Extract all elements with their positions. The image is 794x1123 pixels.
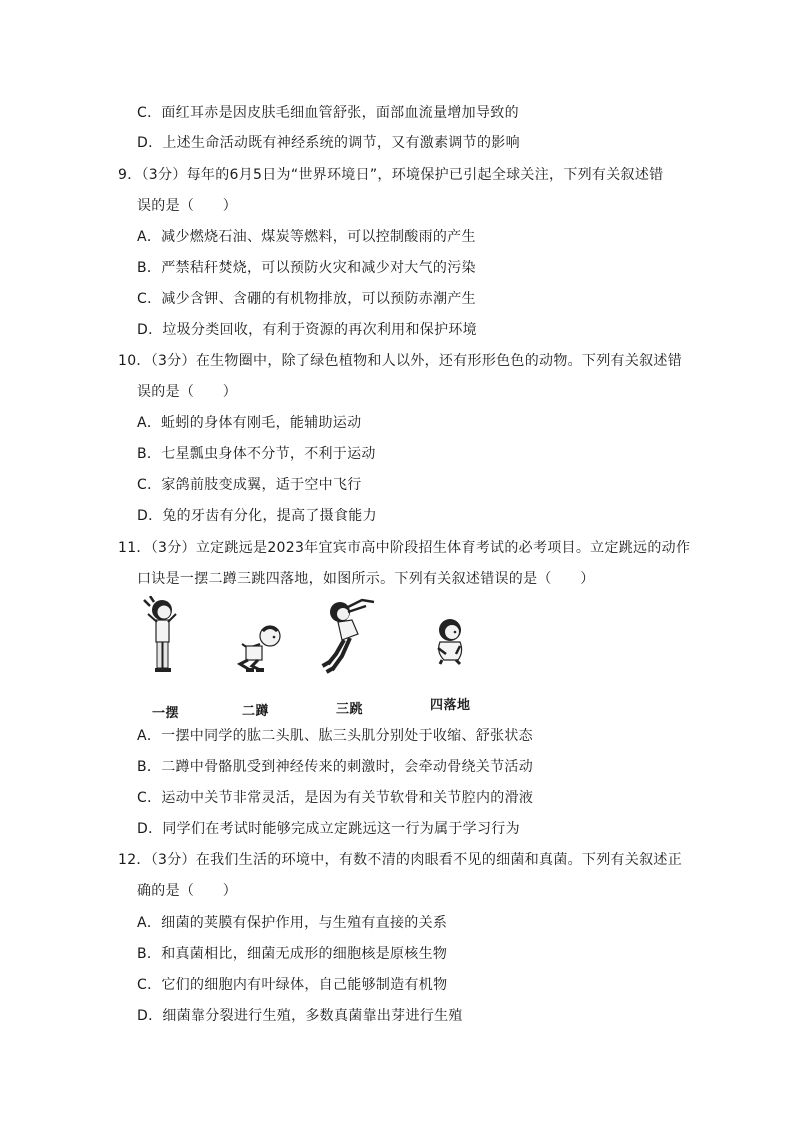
q10-option-a: A．蚯蚓的身体有刚毛，能辅助运动 [137,415,362,431]
figure-landing [426,616,476,666]
q11-stem-line1: 11．（3分）立定跳远是2023年宜宾市高中阶段招生体育考试的必考项目。立定跳远的动作 [118,540,691,556]
figure-swing [140,596,190,676]
q11-stem-line2: 口诀是一摆二蹲三跳四落地，如图所示。下列有关叙述错误的是（ ） [137,571,595,587]
q8-option-d: D．上述生命活动既有神经系统的调节，又有激素调节的影响 [137,135,520,151]
q10-option-b: B．七星瓢虫身体不分节，不利于运动 [137,446,376,462]
long-jump-figure [140,596,520,720]
q12-option-a: A．细菌的荚膜有保护作用，与生殖有直接的关系 [137,915,448,931]
q10-option-d: D．兔的牙齿有分化，提高了摄食能力 [137,508,377,524]
q10-stem-line1: 10．（3分）在生物圈中，除了绿色植物和人以外，还有形形色色的动物。下列有关叙述错 [118,353,683,369]
caption-swing: 一摆 [152,706,180,721]
q12-stem-line2: 确的是（ ） [137,883,238,899]
q9-stem-line2: 误的是（ ） [137,198,238,214]
q11-option-b: B．二蹲中骨骼肌受到神经传来的刺激时，会牵动骨绕关节活动 [137,759,534,775]
caption-squat: 二蹲 [242,704,270,719]
q9-option-a: A．减少燃烧石油、煤炭等燃料，可以控制酸雨的产生 [137,229,476,245]
q9-option-c: C．减少含钾、含硼的有机物排放，可以预防赤潮产生 [137,291,476,307]
caption-jump: 三跳 [336,702,364,717]
q12-stem-line1: 12．（3分）在我们生活的环境中，有数不清的肉眼看不见的细菌和真菌。下列有关叙述正 [118,852,683,868]
q8-option-c: C．面红耳赤是因皮肤毛细血管舒张，面部血流量增加导致的 [137,105,519,121]
q12-option-c: C．它们的细胞内有叶绿体，自己能够制造有机物 [137,977,448,993]
figure-squat [230,622,286,674]
q11-option-c: C．运动中关节非常灵活，是因为有关节软骨和关节腔内的滑液 [137,790,534,806]
q9-option-b: B．严禁秸秆焚烧，可以预防火灾和减少对大气的污染 [137,260,476,276]
q11-option-d: D．同学们在考试时能够完成立定跳远这一行为属于学习行为 [137,821,520,837]
q12-option-d: D．细菌靠分裂进行生殖，多数真菌靠出芽进行生殖 [137,1008,463,1024]
caption-landing: 四落地 [430,698,471,713]
q9-option-d: D．垃圾分类回收，有利于资源的再次利用和保护环境 [137,322,477,338]
q12-option-b: B．和真菌相比，细菌无成形的细胞核是原核生物 [137,946,448,962]
q9-stem-line1: 9．（3分）每年的6月5日为“世界环境日”，环境保护已引起全球关注，下列有关叙述错 [118,167,664,183]
q11-option-a: A．一摆中同学的肱二头肌、肱三头肌分别处于收缩、舒张状态 [137,728,533,744]
q10-stem-line2: 误的是（ ） [137,384,238,400]
figure-jump [318,598,382,678]
q10-option-c: C．家鸽前肢变成翼，适于空中飞行 [137,477,362,493]
